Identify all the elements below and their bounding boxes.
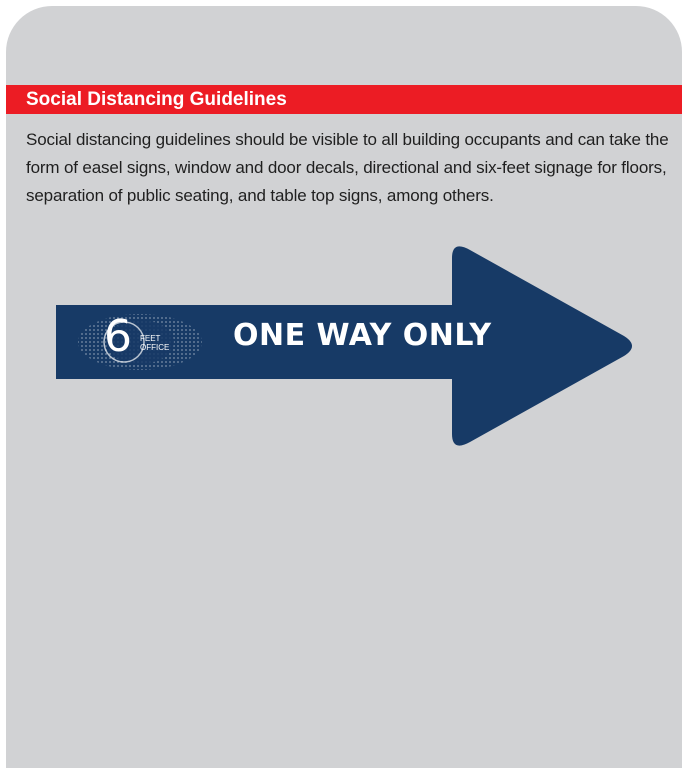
guidelines-paragraph: Social distancing guidelines should be visible to all building occupants and can take the form of easel signs, window and door decals, directional and six-feet signage for floors, separation of public seating, and table top signs, among others. xyxy=(26,130,669,205)
sign-text: ONE WAY ONLY xyxy=(233,318,492,353)
logo-word-office: OFFICE xyxy=(140,343,170,352)
logo-word-feet: FEET xyxy=(140,334,161,343)
logo-digit: 6 xyxy=(104,311,132,362)
section-title: Social Distancing Guidelines xyxy=(26,89,287,110)
six-feet-office-logo xyxy=(74,310,202,368)
